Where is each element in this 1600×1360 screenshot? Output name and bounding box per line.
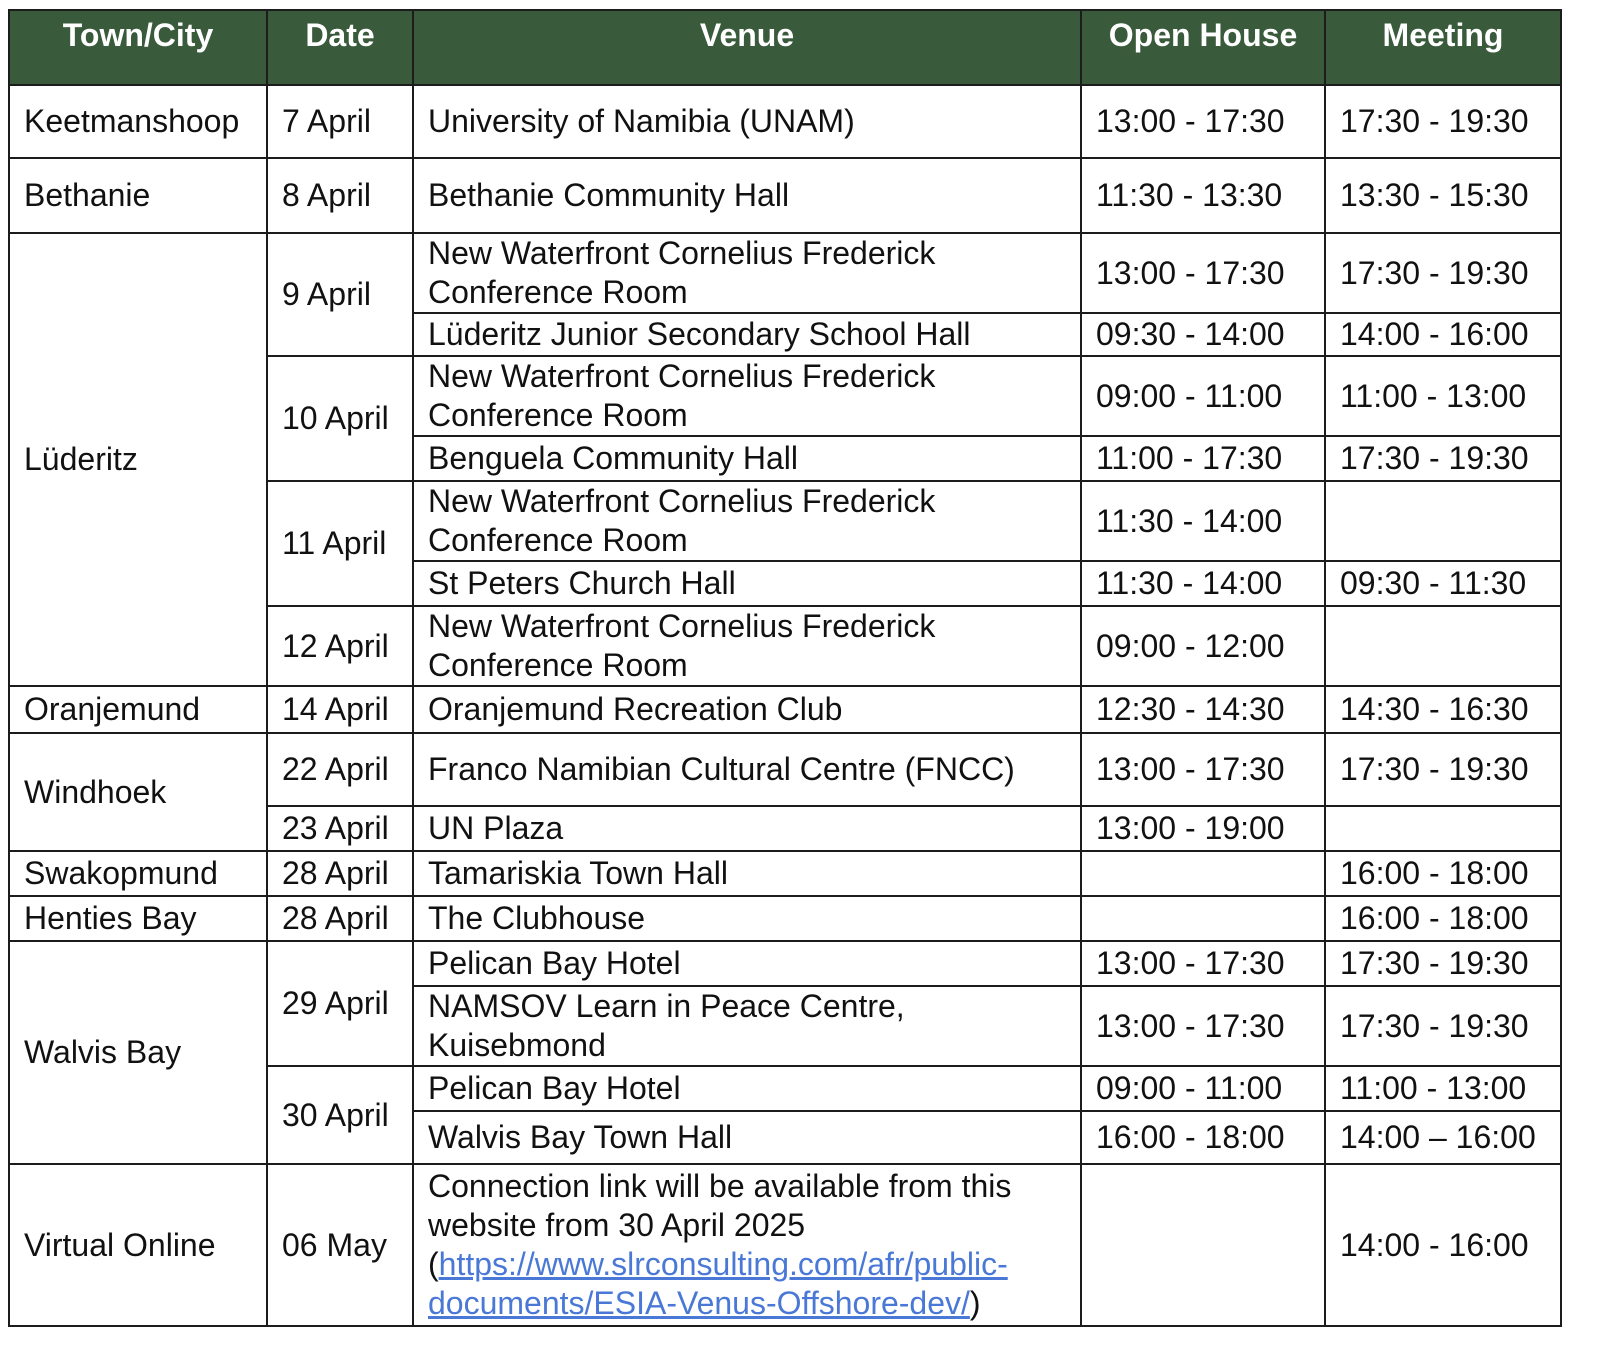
schedule-table [8, 9, 1562, 1327]
meeting-cell: 11:00 - 13:00 [1325, 1066, 1561, 1111]
town-cell: Keetmanshoop [9, 85, 267, 158]
date-cell: 23 April [267, 806, 413, 851]
venue-cell: Connection link will be available from this website from 30 April 2025 (https://www.slrconsulting.com/afr/public-documents/ESIA-Venus-Offshore-dev/) [413, 1164, 1081, 1326]
open-house-cell [1081, 851, 1325, 896]
date-cell: 28 April [267, 896, 413, 941]
open-house-cell [1081, 896, 1325, 941]
table-row [9, 851, 1561, 896]
meeting-cell: 17:30 - 19:30 [1325, 941, 1561, 986]
open-house-cell: 09:30 - 14:00 [1081, 313, 1325, 356]
venue-cell: Walvis Bay Town Hall [413, 1111, 1081, 1164]
table-row [9, 686, 1561, 733]
venue-note: Connection link will be available from this website from 30 April 2025 [428, 1168, 1012, 1243]
meeting-cell: 17:30 - 19:30 [1325, 233, 1561, 313]
venue-cell: Pelican Bay Hotel [413, 941, 1081, 986]
town-cell: Lüderitz [9, 233, 267, 686]
meeting-cell [1325, 606, 1561, 686]
meeting-cell: 14:00 - 16:00 [1325, 313, 1561, 356]
date-cell: 06 May [267, 1164, 413, 1326]
meeting-cell: 16:00 - 18:00 [1325, 851, 1561, 896]
venue-cell: NAMSOV Learn in Peace Centre, Kuisebmond [413, 986, 1081, 1066]
open-house-cell: 09:00 - 12:00 [1081, 606, 1325, 686]
meeting-cell: 17:30 - 19:30 [1325, 733, 1561, 806]
venue-cell: New Waterfront Cornelius Frederick Conference Room [413, 356, 1081, 436]
open-house-cell: 13:00 - 17:30 [1081, 986, 1325, 1066]
connection-link[interactable]: https://www.slrconsulting.com/afr/public-documents/ESIA-Venus-Offshore-dev/ [428, 1246, 1008, 1321]
open-house-cell: 13:00 - 17:30 [1081, 233, 1325, 313]
header-meeting: Meeting [1325, 10, 1561, 85]
meeting-cell [1325, 481, 1561, 561]
open-house-cell: 13:00 - 19:00 [1081, 806, 1325, 851]
venue-cell: Lüderitz Junior Secondary School Hall [413, 313, 1081, 356]
venue-cell: UN Plaza [413, 806, 1081, 851]
date-cell: 12 April [267, 606, 413, 686]
open-house-cell: 11:30 - 13:30 [1081, 158, 1325, 233]
open-house-cell: 12:30 - 14:30 [1081, 686, 1325, 733]
date-cell: 30 April [267, 1066, 413, 1164]
table-row [9, 158, 1561, 233]
open-house-cell: 13:00 - 17:30 [1081, 941, 1325, 986]
meeting-cell: 14:00 - 16:00 [1325, 1164, 1561, 1326]
header-town: Town/City [9, 10, 267, 85]
meeting-cell: 17:30 - 19:30 [1325, 85, 1561, 158]
venue-cell: Pelican Bay Hotel [413, 1066, 1081, 1111]
meeting-cell: 14:00 – 16:00 [1325, 1111, 1561, 1164]
venue-cell: Bethanie Community Hall [413, 158, 1081, 233]
open-house-cell: 09:00 - 11:00 [1081, 356, 1325, 436]
meeting-cell: 17:30 - 19:30 [1325, 436, 1561, 481]
venue-cell: New Waterfront Cornelius Frederick Conference Room [413, 233, 1081, 313]
table-row [9, 1164, 1561, 1326]
town-cell: Bethanie [9, 158, 267, 233]
open-house-cell: 09:00 - 11:00 [1081, 1066, 1325, 1111]
open-house-cell: 13:00 - 17:30 [1081, 733, 1325, 806]
venue-cell: Oranjemund Recreation Club [413, 686, 1081, 733]
date-cell: 10 April [267, 356, 413, 481]
town-cell: Virtual Online [9, 1164, 267, 1326]
meeting-cell: 13:30 - 15:30 [1325, 158, 1561, 233]
venue-cell: New Waterfront Cornelius Frederick Conference Room [413, 481, 1081, 561]
date-cell: 14 April [267, 686, 413, 733]
meeting-cell: 11:00 - 13:00 [1325, 356, 1561, 436]
open-house-cell: 11:30 - 14:00 [1081, 561, 1325, 606]
town-cell: Walvis Bay [9, 941, 267, 1164]
meeting-cell: 09:30 - 11:30 [1325, 561, 1561, 606]
table-row [9, 85, 1561, 158]
open-house-cell: 11:00 - 17:30 [1081, 436, 1325, 481]
header-date: Date [267, 10, 413, 85]
venue-cell: University of Namibia (UNAM) [413, 85, 1081, 158]
open-house-cell: 16:00 - 18:00 [1081, 1111, 1325, 1164]
town-cell: Windhoek [9, 733, 267, 851]
open-house-cell: 13:00 - 17:30 [1081, 85, 1325, 158]
town-cell: Henties Bay [9, 896, 267, 941]
date-cell: 11 April [267, 481, 413, 606]
header-venue: Venue [413, 10, 1081, 85]
venue-cell: New Waterfront Cornelius Frederick Conference Room [413, 606, 1081, 686]
table-row [9, 941, 1561, 986]
header-open-house: Open House [1081, 10, 1325, 85]
venue-cell: Franco Namibian Cultural Centre (FNCC) [413, 733, 1081, 806]
meeting-cell [1325, 806, 1561, 851]
venue-cell: Benguela Community Hall [413, 436, 1081, 481]
open-house-cell: 11:30 - 14:00 [1081, 481, 1325, 561]
meeting-cell: 16:00 - 18:00 [1325, 896, 1561, 941]
date-cell: 29 April [267, 941, 413, 1066]
table-row [9, 233, 1561, 313]
venue-cell: The Clubhouse [413, 896, 1081, 941]
open-house-cell [1081, 1164, 1325, 1326]
date-cell: 9 April [267, 233, 413, 356]
town-cell: Oranjemund [9, 686, 267, 733]
meeting-cell: 17:30 - 19:30 [1325, 986, 1561, 1066]
date-cell: 7 April [267, 85, 413, 158]
date-cell: 22 April [267, 733, 413, 806]
date-cell: 28 April [267, 851, 413, 896]
table-row [9, 896, 1561, 941]
town-cell: Swakopmund [9, 851, 267, 896]
meeting-cell: 14:30 - 16:30 [1325, 686, 1561, 733]
venue-cell: Tamariskia Town Hall [413, 851, 1081, 896]
venue-cell: St Peters Church Hall [413, 561, 1081, 606]
date-cell: 8 April [267, 158, 413, 233]
header-row [9, 10, 1561, 85]
table-row [9, 733, 1561, 806]
